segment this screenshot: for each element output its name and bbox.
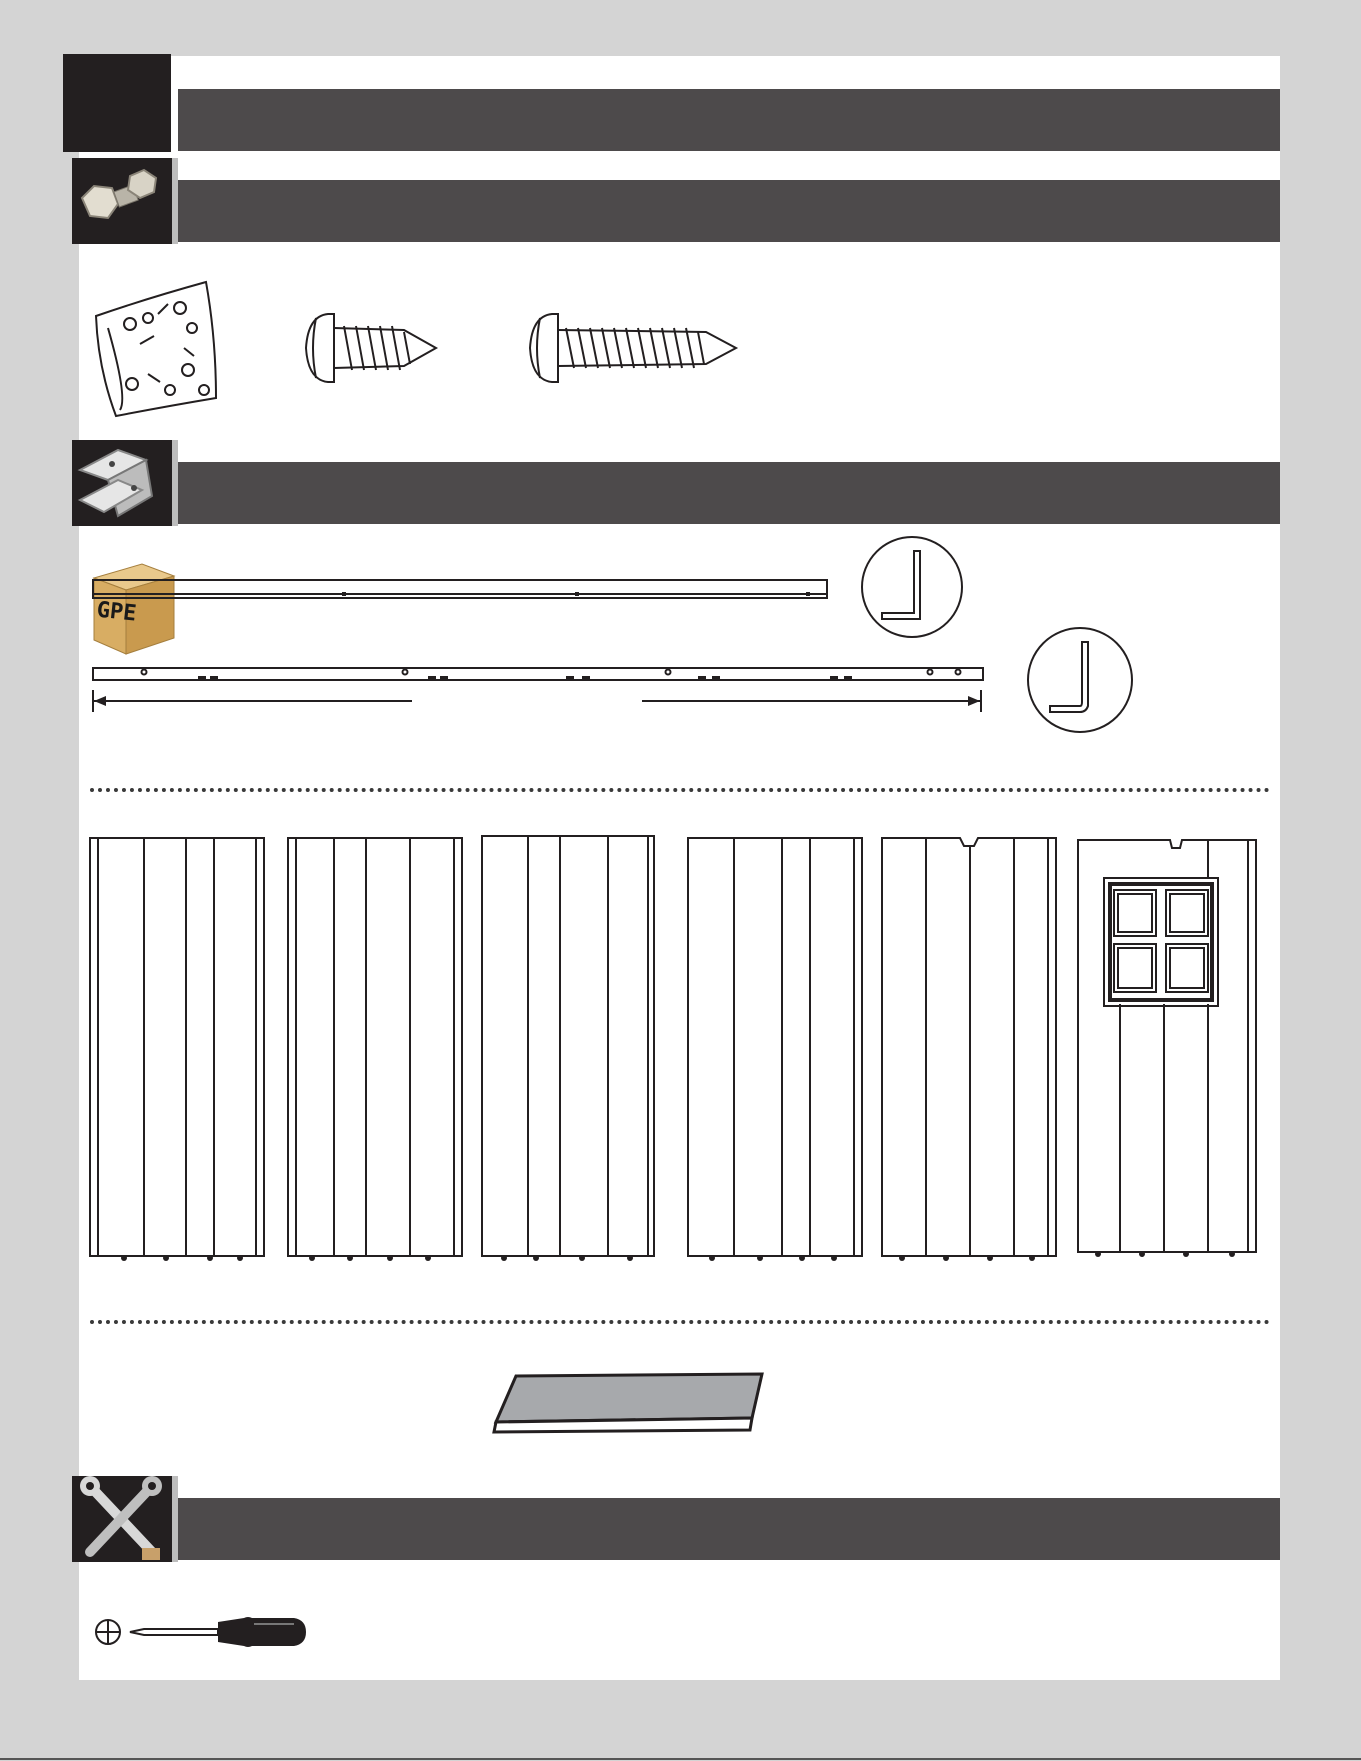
drilled-rail-part (92, 666, 986, 714)
shelf-board-part (490, 1370, 768, 1436)
allen-key-small-icon (1026, 626, 1134, 734)
long-screw-icon (526, 310, 740, 386)
step-number-block (63, 54, 171, 152)
bracket-icon (72, 440, 172, 526)
long-rail-part (92, 578, 830, 602)
phillips-screwdriver-icon (94, 1612, 308, 1652)
section-divider-2 (90, 1320, 1270, 1324)
section-divider (90, 788, 1270, 792)
window-frame (1104, 878, 1218, 1006)
carton-label: GPE (95, 597, 138, 627)
wall-panel-4 (686, 834, 866, 1264)
page-bottom-rule (0, 1758, 1361, 1760)
short-screw-icon (302, 310, 440, 386)
wall-panel-2 (286, 834, 466, 1264)
hardware-bag-icon (88, 278, 228, 418)
hardware-section-bar (178, 180, 1280, 242)
wall-panel-1 (88, 834, 268, 1264)
wrench-icon (72, 1476, 172, 1562)
tools-section-bar (178, 1498, 1280, 1560)
wall-panel-6-window (1074, 834, 1260, 1264)
wall-panel-3 (480, 832, 660, 1264)
bolt-nut-icon (72, 158, 172, 244)
tools-section-icon-box (72, 1476, 178, 1562)
parts-section-icon-box (72, 440, 178, 526)
allen-key-large-icon (860, 535, 964, 639)
parts-section-bar (178, 462, 1280, 524)
hardware-section-icon-box (72, 158, 178, 244)
wall-panel-5-notched (880, 834, 1060, 1264)
title-bar (178, 89, 1280, 151)
carton-box-icon (90, 560, 176, 656)
